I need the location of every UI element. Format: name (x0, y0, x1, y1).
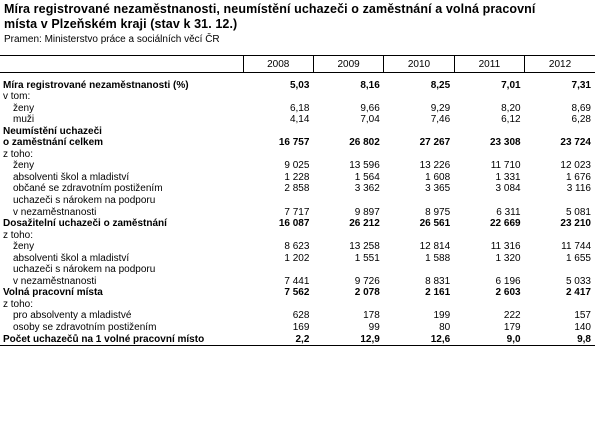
value-cell-2009: 26 802 (349, 137, 380, 149)
value-cell-2012: 2 417 (565, 287, 591, 299)
value-cell-2011: 6 311 (496, 206, 521, 218)
source-note: Pramen: Ministerstvo práce a sociálních věcí ČR (4, 34, 220, 45)
table-row (0, 194, 595, 206)
value-cell-2011 (454, 229, 524, 241)
row-label: uchazeči s nárokem na podporu (13, 264, 156, 276)
table-row (0, 125, 595, 137)
value-cell-2012: 5 081 (565, 206, 591, 218)
table-row (0, 114, 595, 126)
value-cell-2010: 8 831 (425, 275, 451, 287)
value-cell-2011 (454, 148, 524, 160)
table-row (0, 183, 595, 195)
value-cell-2009: 2 078 (354, 287, 380, 299)
value-cell-2012: 23 724 (560, 137, 591, 149)
value-cell-2009: 13 258 (349, 241, 380, 253)
value-cell-2011 (454, 264, 524, 276)
value-cell-2010 (384, 148, 454, 160)
value-cell-2012 (525, 229, 595, 241)
title-line-2: místa v Plzeňském kraji (stav k 31. 12.) (4, 17, 238, 31)
value-cell-2009: 26 212 (349, 218, 380, 230)
value-cell-2010: 9,29 (430, 102, 451, 114)
value-cell-2008: 16 087 (278, 218, 310, 230)
value-cell-2011: 9,0 (454, 333, 524, 345)
value-cell-2012 (525, 148, 595, 160)
value-cell-2010 (384, 264, 454, 276)
value-cell-2012: 9,8 (525, 333, 595, 345)
value-cell-2011: 8,20 (501, 102, 521, 114)
value-cell-2010: 80 (439, 322, 451, 334)
value-cell-2012: 5 033 (565, 275, 591, 287)
value-cell-2008 (243, 229, 313, 241)
value-cell-2008: 628 (292, 310, 310, 322)
value-cell-2009: 9 726 (354, 275, 380, 287)
value-cell-2008 (243, 148, 313, 160)
value-cell-2009: 12,9 (313, 333, 383, 345)
value-cell-2008: 6,18 (289, 102, 310, 114)
value-cell-2009 (313, 264, 383, 276)
row-label: o zaměstnání celkem (3, 137, 104, 149)
row-label: v nezaměstnanosti (13, 206, 97, 218)
value-cell-2008: 7 441 (284, 275, 310, 287)
value-cell-2012: 7,31 (571, 79, 591, 91)
row-label: ženy (13, 241, 35, 253)
table-row (0, 148, 595, 160)
value-cell-2008: 4,14 (289, 114, 310, 126)
table-row (0, 241, 595, 253)
value-cell-2009: 99 (368, 322, 380, 334)
value-cell-2011: 23 308 (489, 137, 521, 149)
table-row (0, 252, 595, 264)
table-row (0, 298, 595, 310)
table-row (0, 171, 595, 183)
value-cell-2011 (454, 91, 524, 103)
value-cell-2009 (313, 91, 383, 103)
header-label-cell (0, 56, 243, 73)
row-label: absolventi škol a mladiství (13, 171, 130, 183)
value-cell-2010: 1 588 (425, 252, 451, 264)
table-body (0, 73, 595, 346)
table-row (0, 73, 595, 91)
value-cell-2009 (313, 148, 383, 160)
value-cell-2009: 13 596 (349, 160, 380, 172)
value-cell-2010: 3 365 (425, 183, 451, 195)
value-cell-2009: 1 564 (354, 171, 380, 183)
value-cell-2012 (525, 91, 595, 103)
value-cell-2010: 12 814 (419, 241, 451, 253)
table-row (0, 275, 595, 287)
value-cell-2010: 27 267 (419, 137, 451, 149)
value-cell-2012: 140 (574, 322, 591, 334)
value-cell-2011: 3 084 (495, 183, 521, 195)
statistics-table (0, 55, 595, 346)
value-cell-2009 (313, 229, 383, 241)
table-row (0, 333, 595, 345)
table-row (0, 102, 595, 114)
value-cell-2011 (454, 298, 524, 310)
value-cell-2010 (384, 91, 454, 103)
value-cell-2012: 157 (574, 310, 591, 322)
row-label: muži (13, 114, 35, 126)
header-row (0, 56, 595, 73)
value-cell-2009: 9,66 (360, 102, 380, 114)
row-label: z toho: (3, 298, 34, 310)
value-cell-2009 (313, 125, 383, 137)
value-cell-2008: 8 623 (284, 241, 310, 253)
row-label: v nezaměstnanosti (13, 275, 97, 287)
value-cell-2012: 1 676 (565, 171, 591, 183)
value-cell-2012: 1 655 (565, 252, 591, 264)
header-year-2008: 2008 (243, 56, 313, 73)
row-label: Volná pracovní místa (3, 287, 103, 299)
row-label: z toho: (3, 229, 34, 241)
value-cell-2012: 11 744 (561, 241, 591, 253)
value-cell-2011: 222 (503, 310, 521, 322)
row-label: ženy (13, 102, 35, 114)
table-row (0, 218, 595, 230)
value-cell-2009: 9 897 (354, 206, 380, 218)
title-line-1: Míra registrované nezaměstnanosti, neumístění uchazeči o zaměstnání a volná pracovní (4, 2, 536, 16)
value-cell-2008 (243, 298, 313, 310)
value-cell-2010 (384, 125, 454, 137)
value-cell-2009: 7,04 (360, 114, 380, 126)
value-cell-2008 (243, 125, 313, 137)
value-cell-2009 (313, 298, 383, 310)
value-cell-2009: 178 (363, 310, 380, 322)
table-row (0, 287, 595, 299)
value-cell-2012: 8,69 (571, 102, 591, 114)
value-cell-2008: 1 228 (284, 171, 310, 183)
value-cell-2012: 3 116 (566, 183, 591, 195)
value-cell-2012: 23 210 (560, 218, 591, 230)
table-title (4, 2, 594, 32)
value-cell-2010: 2 161 (425, 287, 451, 299)
value-cell-2011: 1 331 (495, 171, 521, 183)
value-cell-2012 (525, 194, 595, 206)
value-cell-2008: 16 757 (278, 137, 310, 149)
value-cell-2012: 12 023 (560, 160, 591, 172)
value-cell-2011: 2 603 (495, 287, 521, 299)
value-cell-2010: 199 (433, 310, 451, 322)
value-cell-2010: 12,6 (384, 333, 454, 345)
value-cell-2011 (454, 125, 524, 137)
value-cell-2008: 9 025 (284, 160, 310, 172)
table-row (0, 264, 595, 276)
table-row (0, 310, 595, 322)
row-label: z toho: (3, 148, 34, 160)
table-row (0, 91, 595, 103)
table-row (0, 229, 595, 241)
value-cell-2010: 7,46 (430, 114, 451, 126)
value-cell-2011: 22 669 (489, 218, 521, 230)
value-cell-2008: 2,2 (243, 333, 313, 345)
row-label: pro absolventy a mladistvé (13, 310, 132, 322)
row-label: v tom: (3, 91, 31, 103)
value-cell-2010 (384, 194, 454, 206)
value-cell-2008 (243, 264, 313, 276)
value-cell-2011: 11 710 (490, 160, 521, 172)
row-label: Neumístění uchazeči (3, 125, 102, 137)
value-cell-2011: 6,12 (501, 114, 521, 126)
row-label: ženy (13, 160, 35, 172)
value-cell-2009: 3 362 (354, 183, 380, 195)
value-cell-2008: 7 562 (284, 287, 310, 299)
value-cell-2009 (313, 194, 383, 206)
value-cell-2011: 1 320 (495, 252, 521, 264)
table-row (0, 206, 595, 218)
value-cell-2008 (243, 91, 313, 103)
row-label: občané se zdravotním postižením (13, 183, 163, 195)
value-cell-2011: 11 316 (490, 241, 521, 253)
value-cell-2010: 13 226 (419, 160, 451, 172)
value-cell-2010: 1 608 (425, 171, 451, 183)
header-year-2012: 2012 (525, 56, 595, 73)
value-cell-2008: 1 202 (284, 252, 310, 264)
value-cell-2010 (384, 229, 454, 241)
row-label: Míra registrované nezaměstnanosti (%) (3, 79, 189, 91)
value-cell-2010: 8,25 (430, 79, 451, 91)
value-cell-2008: 169 (292, 322, 310, 334)
value-cell-2010: 8 975 (425, 206, 451, 218)
row-label: Dosažitelní uchazeči o zaměstnání (3, 218, 167, 230)
row-label: Počet uchazečů na 1 volné pracovní místo (0, 333, 243, 345)
row-label: uchazeči s nárokem na podporu (13, 195, 156, 207)
value-cell-2011: 179 (503, 322, 521, 334)
header-year-2010: 2010 (384, 56, 454, 73)
value-cell-2010 (384, 298, 454, 310)
value-cell-2008 (243, 194, 313, 206)
value-cell-2011: 6 196 (495, 275, 521, 287)
row-label: osoby se zdravotním postižením (13, 322, 157, 334)
table-row (0, 321, 595, 333)
value-cell-2010: 26 561 (419, 218, 451, 230)
header-year-2009: 2009 (313, 56, 383, 73)
value-cell-2012 (525, 125, 595, 137)
value-cell-2008: 5,03 (289, 79, 310, 91)
value-cell-2008: 7 717 (284, 206, 310, 218)
table-row (0, 137, 595, 149)
value-cell-2011 (454, 194, 524, 206)
header-year-2011: 2011 (454, 56, 524, 73)
row-label: absolventi škol a mladiství (13, 252, 130, 264)
value-cell-2012: 6,28 (571, 114, 591, 126)
value-cell-2009: 1 551 (354, 252, 380, 264)
value-cell-2012 (525, 264, 595, 276)
value-cell-2009: 8,16 (360, 79, 380, 91)
table-row (0, 160, 595, 172)
value-cell-2008: 2 858 (284, 183, 310, 195)
value-cell-2011: 7,01 (501, 79, 521, 91)
value-cell-2012 (525, 298, 595, 310)
